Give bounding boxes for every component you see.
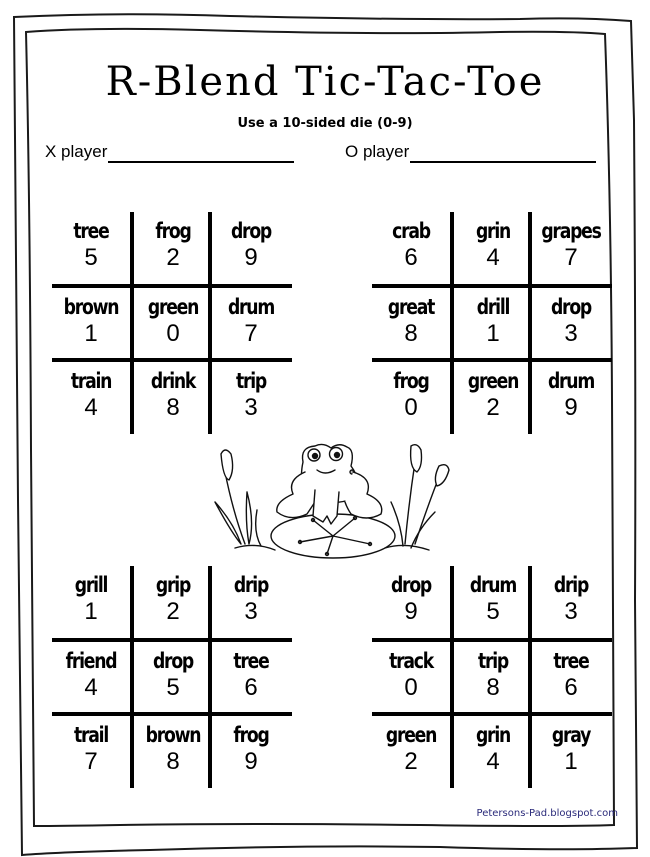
cell-number: 6 — [564, 674, 578, 701]
board-cell[interactable] — [134, 212, 212, 284]
cell-number: 9 — [244, 748, 258, 775]
cell-word: frog — [155, 219, 191, 243]
board-cell[interactable] — [52, 716, 130, 788]
cell-word: green — [467, 369, 519, 393]
cell-number: 8 — [166, 394, 180, 421]
cell-word: drum — [227, 295, 275, 319]
cell-number: 4 — [84, 674, 98, 701]
cell-word: trip — [235, 369, 267, 393]
board-cell[interactable] — [532, 362, 610, 434]
worksheet-title: R-Blend Tic-Tac-Toe — [105, 59, 545, 105]
cell-number: 3 — [564, 320, 578, 347]
board-cell[interactable] — [134, 566, 212, 638]
board-cell[interactable] — [52, 362, 130, 434]
cell-number: 1 — [84, 320, 98, 347]
board-cell[interactable] — [532, 716, 610, 788]
cell-number: 9 — [564, 394, 578, 421]
cell-number: 0 — [404, 674, 418, 701]
board-cell[interactable] — [52, 566, 130, 638]
cell-number: 4 — [486, 244, 500, 271]
cell-number: 0 — [404, 394, 418, 421]
cell-word: train — [70, 369, 112, 393]
cell-number: 2 — [166, 244, 180, 271]
board-cell[interactable] — [134, 716, 212, 788]
cell-word: brown — [63, 295, 119, 319]
board-cell[interactable] — [52, 642, 130, 714]
cell-word: grin — [475, 723, 511, 747]
cell-word: crab — [392, 219, 430, 243]
cell-number: 6 — [244, 674, 258, 701]
board-cell[interactable] — [134, 362, 212, 434]
cell-number: 8 — [486, 674, 500, 701]
cell-word: frog — [393, 369, 429, 393]
cell-word: grapes — [541, 219, 601, 243]
board-cell[interactable] — [212, 288, 290, 360]
cell-number: 3 — [244, 598, 258, 625]
cell-word: tree — [73, 219, 109, 243]
cell-number: 0 — [166, 320, 180, 347]
frog-on-lily-pad-illustration — [205, 432, 455, 562]
cell-number: 9 — [404, 598, 418, 625]
board-cell[interactable] — [454, 212, 532, 284]
cell-number: 8 — [404, 320, 418, 347]
cell-number: 2 — [404, 748, 418, 775]
o-player-field — [345, 141, 596, 163]
cell-word: green — [385, 723, 437, 747]
cell-word: trail — [73, 723, 109, 747]
cell-word: track — [389, 649, 433, 673]
tic-tac-toe-board-top-left — [52, 212, 292, 434]
cell-number: 1 — [84, 598, 98, 625]
board-cell[interactable] — [52, 212, 130, 284]
x-player-name-blank[interactable] — [108, 145, 294, 163]
board-cell[interactable] — [212, 212, 290, 284]
cell-word: grill — [74, 573, 108, 597]
board-cell[interactable] — [454, 642, 532, 714]
cell-number: 2 — [166, 598, 180, 625]
cell-word: drip — [233, 573, 269, 597]
cell-word: drum — [469, 573, 517, 597]
cell-word: tree — [553, 649, 589, 673]
board-cell[interactable] — [372, 642, 450, 714]
cell-number: 5 — [486, 598, 500, 625]
board-cell[interactable] — [532, 212, 610, 284]
tic-tac-toe-board-bottom-left — [52, 566, 292, 788]
board-cell[interactable] — [134, 288, 212, 360]
x-player-field — [45, 141, 294, 163]
blog-credit: Petersons-Pad.blogspot.com — [476, 808, 618, 819]
cell-word: drink — [150, 369, 196, 393]
cell-word: drop — [390, 573, 432, 597]
x-player-label: X player — [45, 142, 108, 161]
cell-word: trip — [477, 649, 509, 673]
cell-word: drop — [230, 219, 272, 243]
board-cell[interactable] — [212, 566, 290, 638]
board-cell[interactable] — [532, 288, 610, 360]
board-cell[interactable] — [454, 288, 532, 360]
cell-number: 5 — [166, 674, 180, 701]
cell-word: friend — [65, 649, 117, 673]
board-cell[interactable] — [454, 566, 532, 638]
cell-number: 2 — [486, 394, 500, 421]
cell-word: drum — [547, 369, 595, 393]
board-cell[interactable] — [372, 362, 450, 434]
cell-number: 4 — [486, 748, 500, 775]
cell-number: 7 — [564, 244, 578, 271]
cell-word: grin — [475, 219, 511, 243]
cell-word: green — [147, 295, 199, 319]
cell-word: tree — [233, 649, 269, 673]
board-cell[interactable] — [532, 566, 610, 638]
worksheet-instructions: Use a 10-sided die (0-9) — [237, 116, 413, 131]
cell-word: drop — [550, 295, 592, 319]
board-cell[interactable] — [372, 716, 450, 788]
o-player-label: O player — [345, 142, 410, 161]
cell-number: 6 — [404, 244, 418, 271]
cell-word: grip — [155, 573, 191, 597]
cell-number: 4 — [84, 394, 98, 421]
board-cell[interactable] — [134, 642, 212, 714]
board-cell[interactable] — [454, 716, 532, 788]
cell-number: 9 — [244, 244, 258, 271]
cell-word: great — [387, 295, 435, 319]
cell-word: frog — [233, 723, 269, 747]
board-cell[interactable] — [372, 288, 450, 360]
cell-word: drill — [476, 295, 510, 319]
cell-word: drip — [553, 573, 589, 597]
tic-tac-toe-board-bottom-right — [372, 566, 612, 788]
board-cell[interactable] — [372, 212, 450, 284]
board-cell[interactable] — [52, 288, 130, 360]
tic-tac-toe-board-top-right — [372, 212, 612, 434]
cell-number: 7 — [244, 320, 258, 347]
board-cell[interactable] — [212, 716, 290, 788]
cell-number: 3 — [564, 598, 578, 625]
cell-number: 7 — [84, 748, 98, 775]
cell-number: 1 — [486, 320, 500, 347]
cell-number: 8 — [166, 748, 180, 775]
cell-word: gray — [551, 723, 591, 747]
board-cell[interactable] — [454, 362, 532, 434]
cell-word: brown — [145, 723, 201, 747]
cell-number: 5 — [84, 244, 98, 271]
board-cell[interactable] — [212, 642, 290, 714]
cell-word: drop — [152, 649, 194, 673]
board-cell[interactable] — [532, 642, 610, 714]
cell-number: 1 — [564, 748, 578, 775]
board-cell[interactable] — [212, 362, 290, 434]
board-cell[interactable] — [372, 566, 450, 638]
o-player-name-blank[interactable] — [410, 145, 596, 163]
cell-number: 3 — [244, 394, 258, 421]
